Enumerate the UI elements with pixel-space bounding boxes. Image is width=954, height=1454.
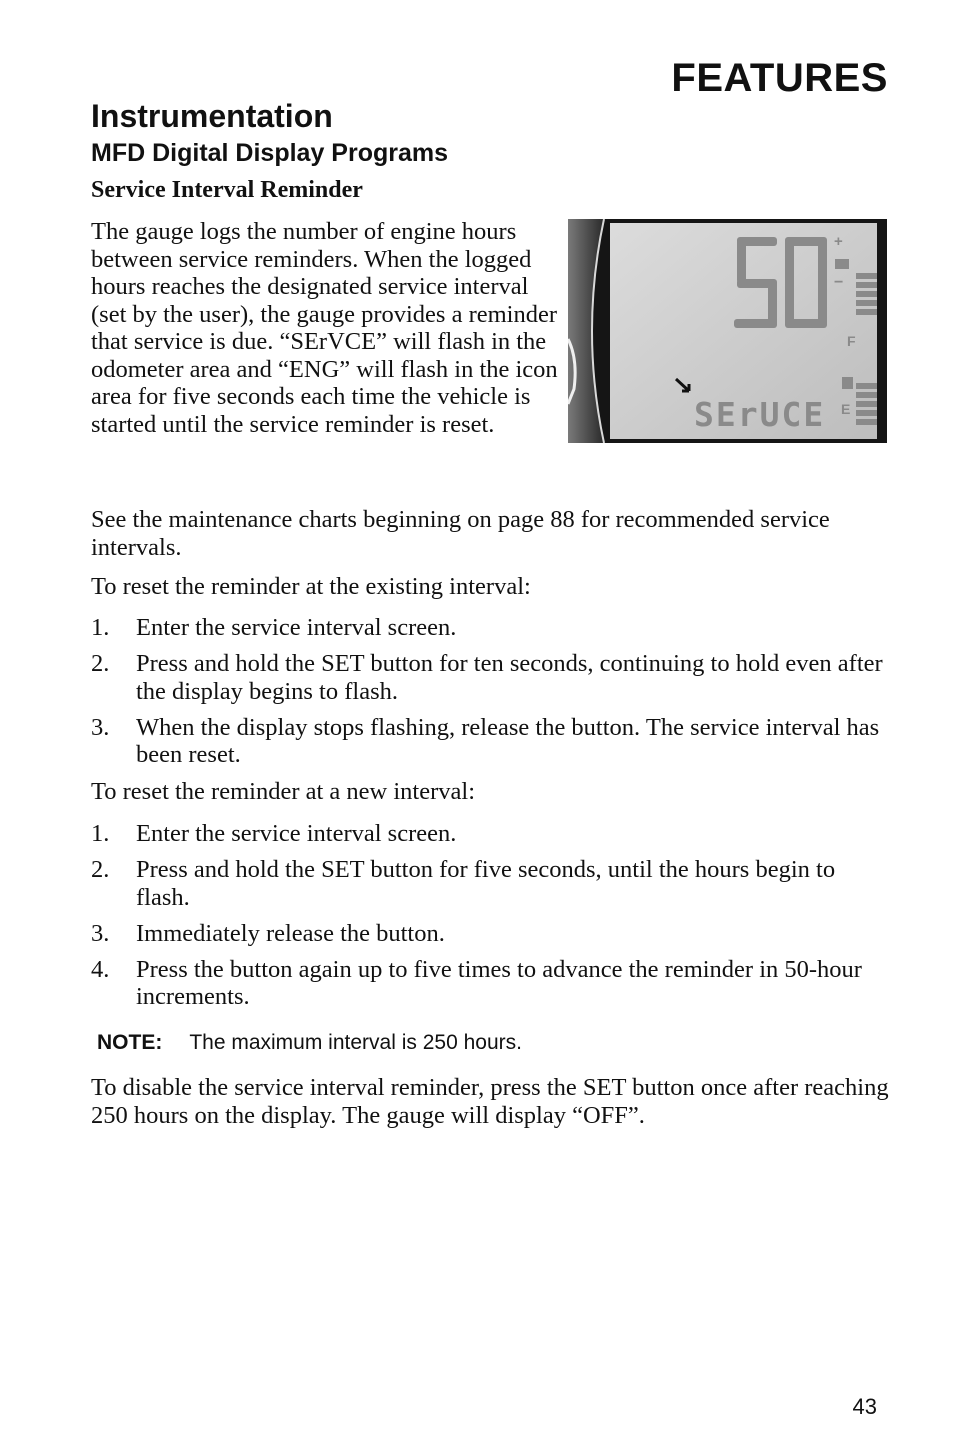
list-item: 1. Enter the service interval screen. xyxy=(91,614,457,641)
note xyxy=(97,1031,522,1055)
subtitle: MFD Digital Display Programs xyxy=(91,139,449,167)
lcd-display-illustration xyxy=(568,219,887,443)
plus-icon: + xyxy=(834,233,843,250)
list-item: 3. When the display stops flashing, release the button. The service interval has been reset. xyxy=(91,713,880,768)
list-item: 2. Press and hold the SET button for five seconds, until the hours begin to flash. xyxy=(91,856,836,911)
section-header: FEATURES xyxy=(671,56,888,100)
note-label: NOTE: xyxy=(97,1031,163,1054)
list-item: 1. Enter the service interval screen. xyxy=(91,820,457,847)
list-item: 3. Immediately release the button. xyxy=(91,919,445,947)
note-text: The maximum interval is 250 hours. xyxy=(189,1031,522,1054)
minus-icon: − xyxy=(834,274,844,291)
list-item: 4. Press the button again up to five times to advance the reminder in 50-hour increments. xyxy=(91,955,862,1010)
page-number: 43 xyxy=(852,1394,877,1419)
reset-new-steps xyxy=(91,820,891,1019)
fuel-pump-icon xyxy=(842,377,853,389)
reset-existing-intro: To reset the reminder at the existing interval: xyxy=(91,573,531,600)
intro-paragraph: The gauge logs the number of engine hours between service reminders. When the logged hours reaches the designated service interval (set by the user), the gauge provides a reminder that service is due. “SErVCE” will flash in the odometer area and “ENG” will flash in the icon area for five seconds each time the vehicle is started until the service reminder is reset. xyxy=(91,218,558,438)
page-title: Instrumentation xyxy=(91,98,333,134)
fuel-full-label: F xyxy=(847,333,856,349)
disable-paragraph: To disable the service interval reminder, press the SET button once after reaching 250 hours on the display. The gauge will display “OFF”. xyxy=(91,1074,889,1129)
maintenance-reference-paragraph: See the maintenance charts beginning on page 88 for recommended service intervals. xyxy=(91,506,830,561)
odometer-text: SErUCE xyxy=(694,395,826,434)
fuel-empty-label: E xyxy=(841,401,851,417)
reset-new-intro: To reset the reminder at a new interval: xyxy=(91,778,475,805)
gauge-photo xyxy=(568,219,887,443)
reset-existing-steps xyxy=(91,614,891,777)
battery-icon xyxy=(835,259,849,269)
list-item: 2. Press and hold the SET button for ten seconds, continuing to hold even after the display begins to flash. xyxy=(91,650,883,705)
subsection-heading: Service Interval Reminder xyxy=(91,177,363,203)
